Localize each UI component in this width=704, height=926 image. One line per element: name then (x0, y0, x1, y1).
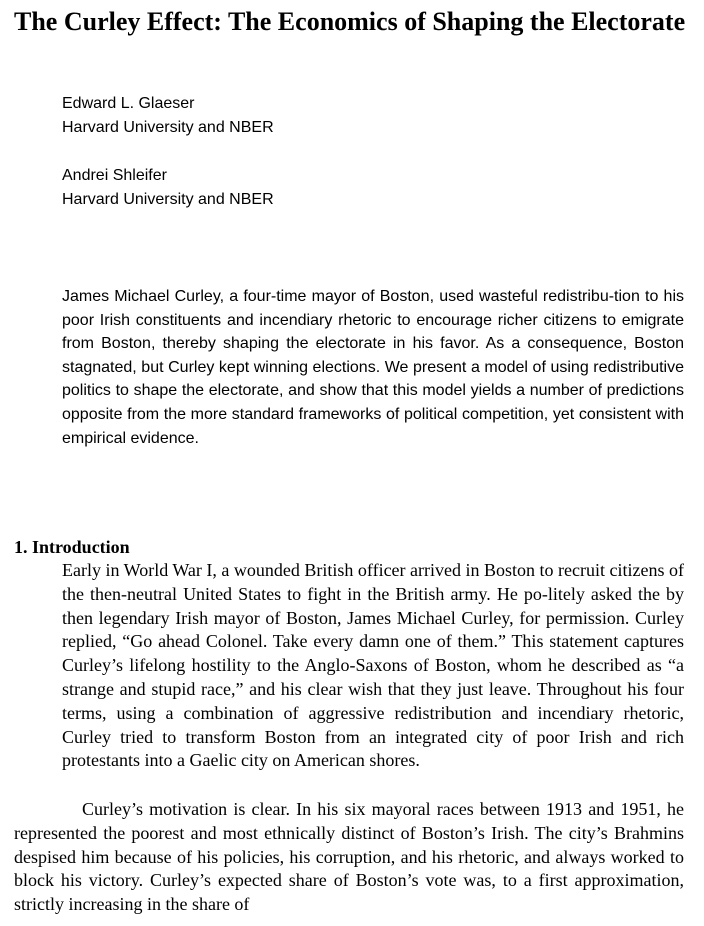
author-affiliation: Harvard University and NBER (62, 191, 274, 208)
author-name: Andrei Shleifer (62, 167, 167, 184)
author-block (62, 92, 274, 140)
section-body (62, 559, 684, 773)
body-paragraph-text: Curley’s motivation is clear. In his six mayoral races between 1913 and 1951, he represented the poorest and most ethnically distinct of Boston’s Irish. The city’s Brahmins despised him because of his policies, his corruption, and his rhetoric, and always worked to block his victory. Curley’s expected share of Boston’s vote was, to a first approximation, strictly increasing in the share of (14, 799, 684, 915)
author-block (62, 164, 274, 212)
section-heading: 1. Introduction (14, 537, 130, 557)
body-paragraph: Early in World War I, a wounded British officer arrived in Boston to recruit citizens of the then-neutral United States to fight in the British army. He po-litely asked the by then legendary Irish mayor of Boston, James Michael Curley, for permission. Curley replied, “Go ahead Colonel. Take every damn one of them.” This statement captures Curley’s lifelong hostility to the Anglo-Saxons of Boston, whom he described as “a strange and stupid race,” and his clear wish that they just leave. Throughout his four terms, using a combination of aggressive redistribution and incendiary rhetoric, Curley tried to transform Boston from an integrated city of poor Irish and rich protestants into a Gaelic city on American shores. (62, 560, 684, 771)
author-name: Edward L. Glaeser (62, 95, 195, 112)
abstract: James Michael Curley, a four-time mayor of Boston, used wasteful redistribu-tion to his poor Irish constituents and incendiary rhetoric to encourage richer citizens to emigrate from Boston, thereby shaping the electorate in his favor. As a consequence, Boston stagnated, but Curley kept winning elections. We present a model of using redistributive politics to shape the electorate, and show that this model yields a number of predictions opposite from the more standard frameworks of political competition, yet consistent with empirical evidence. (62, 288, 684, 447)
body-paragraph-2 (14, 798, 684, 917)
paper-title: The Curley Effect: The Economics of Shaping the Electorate (14, 7, 686, 36)
author-affiliation: Harvard University and NBER (62, 119, 274, 136)
